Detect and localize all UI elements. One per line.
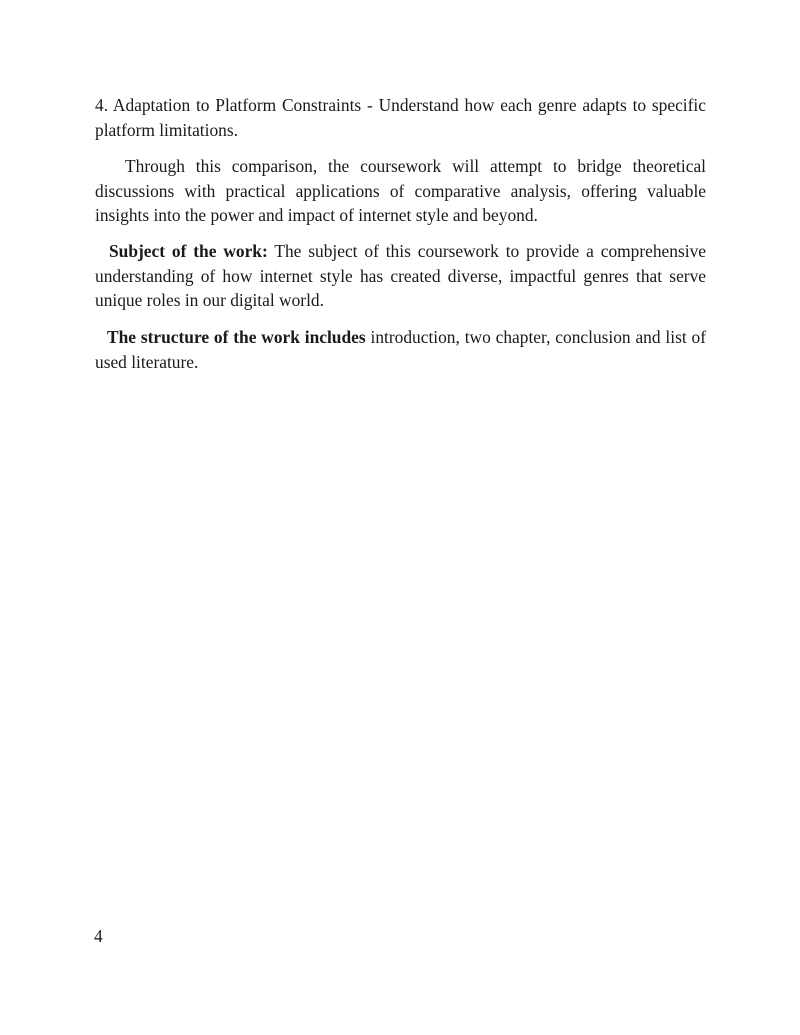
paragraph-subject [95,239,706,313]
paragraph-structure [95,325,706,374]
paragraph-platform-constraints [95,93,706,142]
subject-heading: Subject of the work: [109,241,268,261]
page-number: 4 [94,926,103,946]
paragraph-comparison [95,154,706,228]
paragraph-text: Through this comparison, the coursework will attempt to bridge theoretical discussions with practical applications of comparative analysis, offering valuable insights into the power and impact of internet style and beyond. [95,156,706,225]
paragraph-text: 4. Adaptation to Platform Constraints - Understand how each genre adapts to specific platform limitations. [95,95,706,140]
paragraph-text: The subject of this coursework to provide a comprehensive understanding of how internet style has created diverse, impactful genres that serve unique roles in our digital world. [95,241,706,310]
structure-heading: The structure of the work includes [107,327,366,347]
paragraph-text: introduction, two chapter, conclusion and list of used literature. [95,327,707,372]
